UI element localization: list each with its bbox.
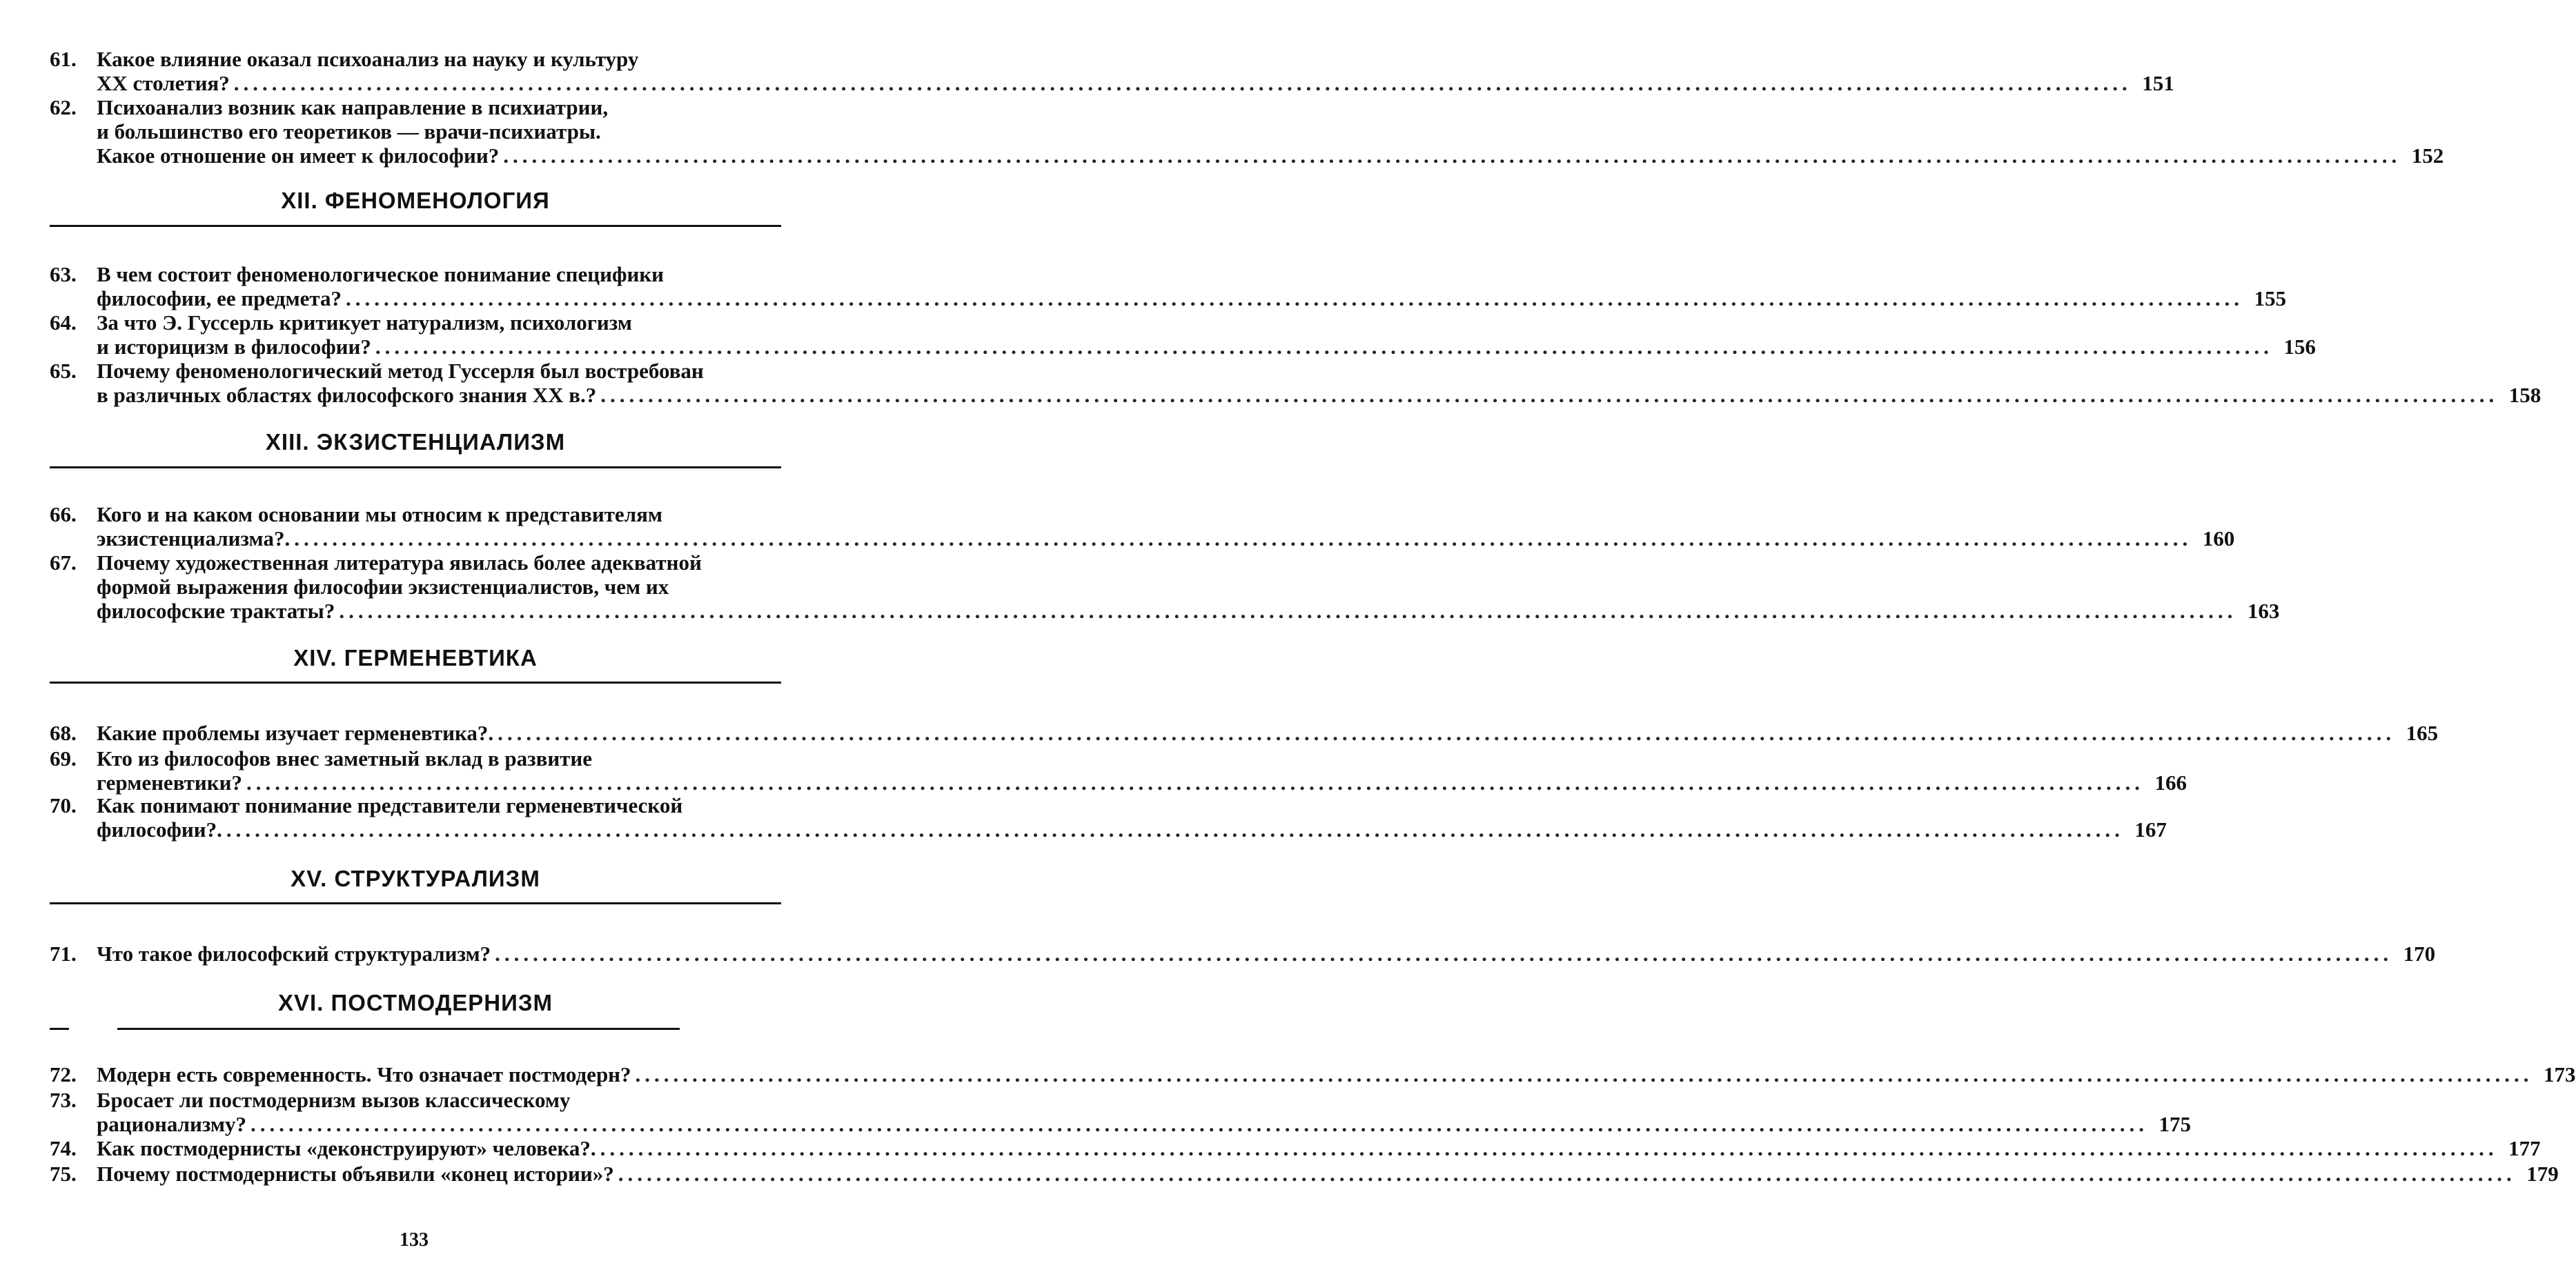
entry-text-line: рационализму? <box>97 1112 246 1136</box>
section-rule <box>50 225 781 227</box>
dot-leader: ........................................................................................................................................................................................................ <box>635 1062 2533 1086</box>
entry-number: 75. <box>50 1162 77 1186</box>
dot-leader: ........................................................................................................................................................................................................ <box>294 526 2192 550</box>
entry-number: 66. <box>50 502 77 526</box>
page-number: 133 <box>400 1229 429 1251</box>
entry-text-line: философии?. <box>97 817 222 842</box>
dot-leader: ........................................................................................................................................................................................................ <box>233 71 2132 95</box>
section-title-postmodernism: XVI. ПОСТМОДЕРНИЗМ <box>277 990 553 1015</box>
section-rule <box>117 1028 680 1030</box>
entry-number: 65. <box>50 359 77 383</box>
dot-leader: ........................................................................................................................................................................................................ <box>339 599 2237 623</box>
entry-text-line: Модерн есть современность. Что означает постмодерн? <box>97 1062 631 1086</box>
entry-text-line: Психоанализ возник как направление в психиатрии, <box>97 95 609 119</box>
entry-text-line: и историцизм в философии? <box>97 335 371 359</box>
entry-page-number: 155 <box>2254 286 2287 310</box>
entry-number: 63. <box>50 262 77 286</box>
section-title-structuralism: XV. СТРУКТУРАЛИЗМ <box>291 866 540 891</box>
entry-text-line: В чем состоит феноменологическое понимание специфики <box>97 262 665 286</box>
entry-number: 74. <box>50 1136 77 1160</box>
entry-page-number: 173 <box>2544 1062 2576 1086</box>
entry-text-line: в различных областях философского знания XX в.? <box>97 383 597 407</box>
entry-text-line: философии, ее предмета? <box>97 286 342 310</box>
entry-number: 71. <box>50 942 77 966</box>
section-rule <box>50 682 781 684</box>
entry-page-number: 163 <box>2247 599 2280 623</box>
entry-text-line: XX столетия? <box>97 71 230 95</box>
entry-number: 73. <box>50 1088 77 1112</box>
dot-leader: ........................................................................................................................................................................................................ <box>600 383 2499 407</box>
entry-number: 68. <box>50 721 77 745</box>
entry-page-number: 165 <box>2406 721 2439 745</box>
section-rule <box>50 902 781 904</box>
entry-text-line: Почему феноменологический метод Гуссерля был востребован <box>97 359 704 383</box>
entry-page-number: 156 <box>2283 335 2316 359</box>
entry-text-line: Какое отношение он имеет к философии? <box>97 143 500 168</box>
entry-text-line: Как понимают понимание представители герменевтической <box>97 793 683 817</box>
entry-page-number: 179 <box>2526 1162 2559 1186</box>
section-rule <box>50 1028 69 1030</box>
entry-page-number: 166 <box>2154 771 2187 795</box>
section-title-phenomenology: XII. ФЕНОМЕНОЛОГИЯ <box>281 188 550 213</box>
entry-text-line: Что такое философский структурализм? <box>97 942 491 966</box>
entry-text-line: Бросает ли постмодернизм вызов классическому <box>97 1088 571 1112</box>
dot-leader: ........................................................................................................................................................................................................ <box>346 286 2244 310</box>
entry-text-line: Почему постмодернисты объявили «конец истории»? <box>97 1162 614 1186</box>
entry-number: 64. <box>50 310 77 335</box>
entry-text-line: формой выражения философии экзистенциалистов, чем их <box>97 575 669 599</box>
entry-text-line: Кого и на каком основании мы относим к представителям <box>97 502 662 526</box>
entry-text-line: Как постмодернисты «деконструируют» человека?. <box>97 1136 596 1160</box>
entry-page-number: 170 <box>2403 942 2436 966</box>
entry-text-line: и большинство его теоретиков — врачи-психиатры. <box>97 119 601 143</box>
entry-text-line: Кто из философов внес заметный вклад в развитие <box>97 746 593 771</box>
entry-text-line: герменевтики? <box>97 771 242 795</box>
entry-page-number: 160 <box>2202 526 2235 550</box>
entry-text-line: философские трактаты? <box>97 599 335 623</box>
dot-leader: ........................................................................................................................................................................................................ <box>618 1162 2516 1186</box>
entry-page-number: 151 <box>2142 71 2174 95</box>
dot-leader: ........................................................................................................................................................................................................ <box>600 1136 2498 1160</box>
dot-leader: ........................................................................................................................................................................................................ <box>375 335 2273 359</box>
entry-page-number: 175 <box>2159 1112 2191 1136</box>
dot-leader: ........................................................................................................................................................................................................ <box>498 721 2396 745</box>
dot-leader: ........................................................................................................................................................................................................ <box>250 1112 2148 1136</box>
entry-number: 62. <box>50 95 77 119</box>
entry-text-line: экзистенциализма?. <box>97 526 291 550</box>
entry-number: 69. <box>50 746 77 771</box>
entry-text-line: За что Э. Гуссерль критикует натурализм, психологизм <box>97 310 632 335</box>
entry-text-line: Какое влияние оказал психоанализ на науку и культуру <box>97 47 639 71</box>
dot-leader: ........................................................................................................................................................................................................ <box>495 942 2393 966</box>
entry-number: 70. <box>50 793 77 817</box>
section-rule <box>50 466 781 468</box>
entry-text-line: Почему художественная литература явилась более адекватной <box>97 550 702 575</box>
dot-leader: ........................................................................................................................................................................................................ <box>503 143 2401 168</box>
entry-page-number: 167 <box>2134 817 2167 842</box>
entry-page-number: 152 <box>2411 143 2444 168</box>
dot-leader: ........................................................................................................................................................................................................ <box>226 817 2124 842</box>
entry-number: 61. <box>50 47 77 71</box>
entry-page-number: 158 <box>2508 383 2541 407</box>
section-title-existentialism: XIII. ЭКЗИСТЕНЦИАЛИЗМ <box>265 429 566 455</box>
entry-page-number: 177 <box>2508 1136 2541 1160</box>
dot-leader: ........................................................................................................................................................................................................ <box>246 771 2144 795</box>
entry-number: 67. <box>50 550 77 575</box>
section-title-hermeneutics: XIV. ГЕРМЕНЕВТИКА <box>293 645 538 671</box>
entry-text-line: Какие проблемы изучает герменевтика?. <box>97 721 494 745</box>
entry-number: 72. <box>50 1062 77 1086</box>
